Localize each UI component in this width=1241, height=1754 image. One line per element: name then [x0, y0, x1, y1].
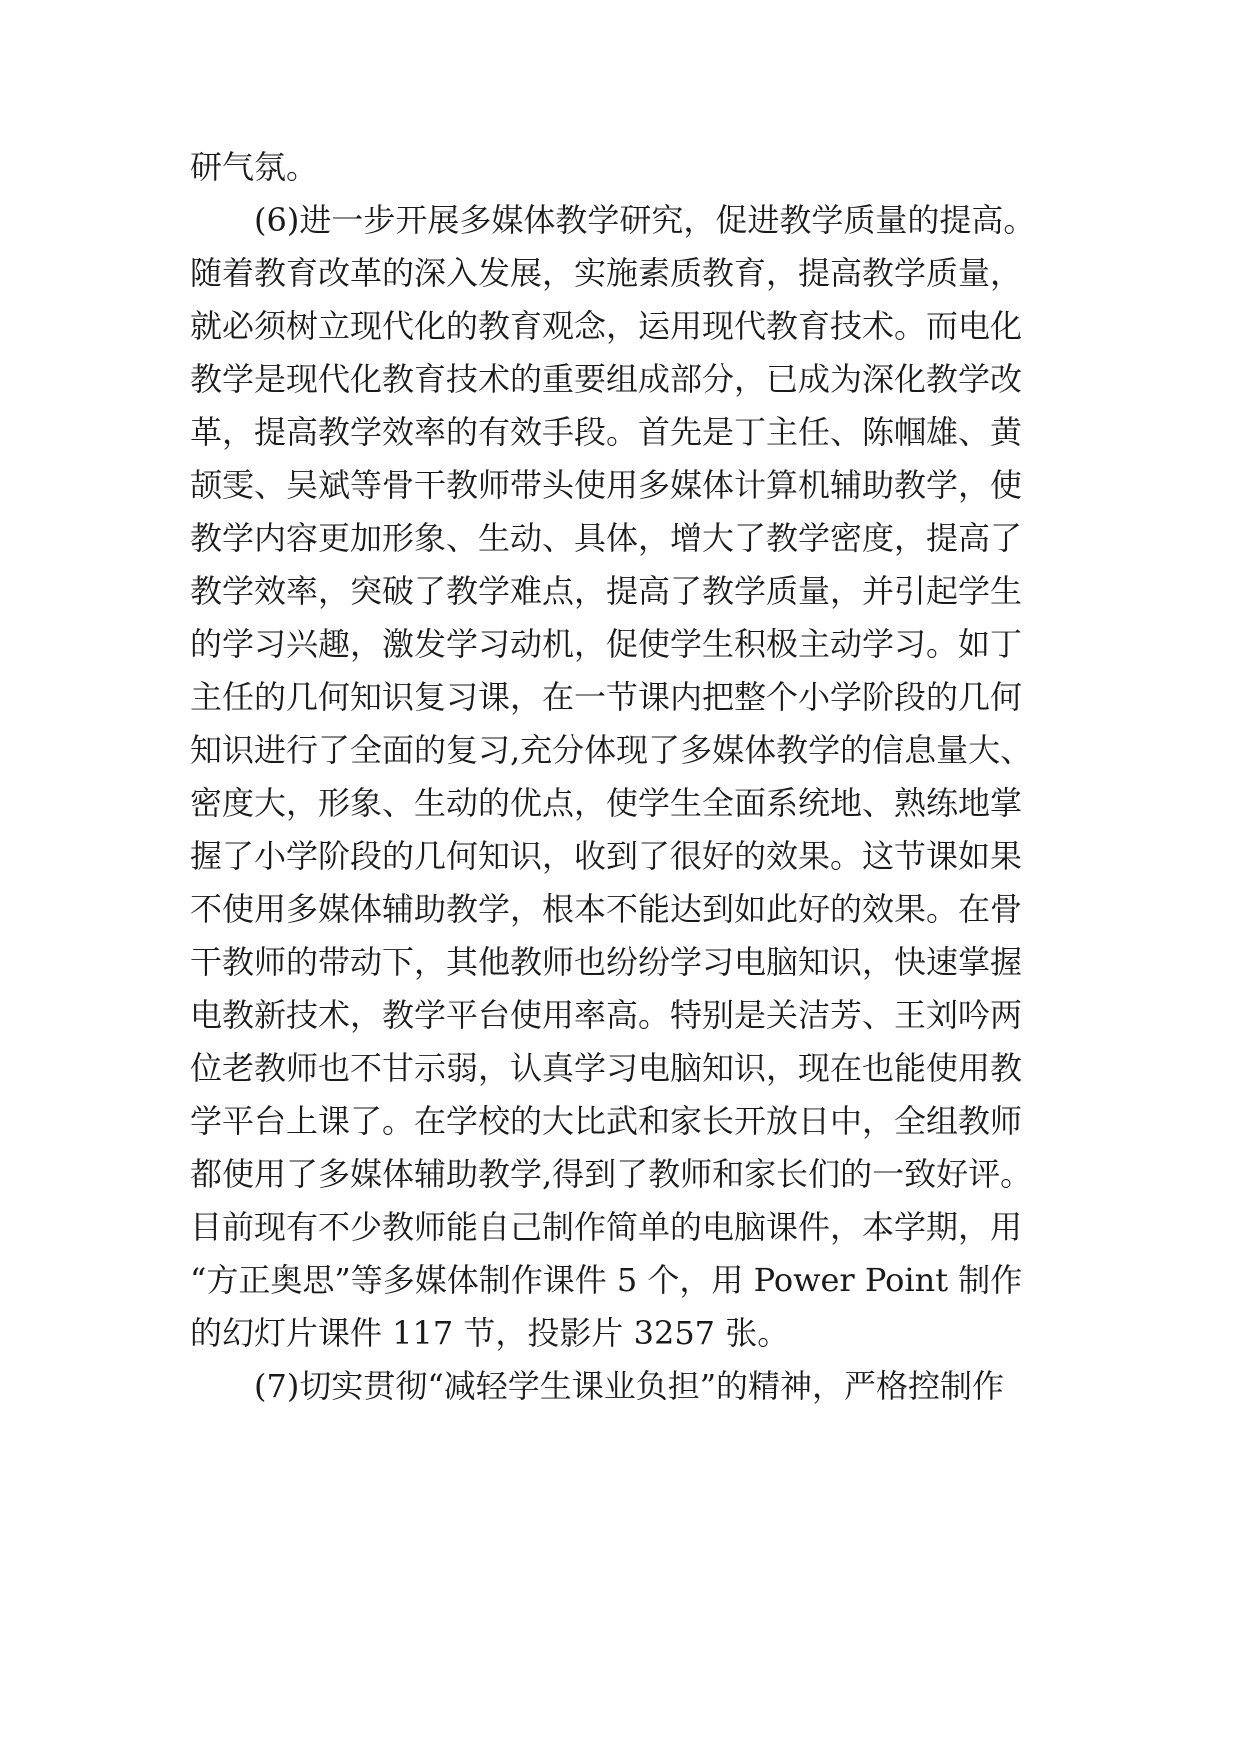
text-line: 知识进行了全面的复习,充分体现了多媒体教学的信息量大、	[190, 731, 1033, 769]
text-line: 位老教师也不甘示弱，认真学习电脑知识，现在也能使用教	[190, 1049, 1023, 1087]
text-line: 目前现有不少教师能自己制作简单的电脑课件，本学期，用	[190, 1208, 1023, 1246]
paragraph-6-heading-line: (6)进一步开展多媒体教学研究，促进教学质量的提高。	[254, 201, 1036, 239]
text-line: 学平台上课了。在学校的大比武和家长开放日中，全组教师	[190, 1102, 1023, 1140]
text-line: 就必须树立现代化的教育观念，运用现代教育技术。而电化	[190, 307, 1023, 345]
text-line: 教学效率，突破了教学难点，提高了教学质量，并引起学生	[190, 572, 1023, 610]
text-line: 革，提高教学效率的有效手段。首先是丁主任、陈帼雄、黄	[190, 413, 1023, 451]
text-line: 随着教育改革的深入发展，实施素质教育，提高教学质量，	[190, 254, 1023, 292]
text-line: 的幻灯片课件 117 节，投影片 3257 张。	[190, 1314, 790, 1352]
text-line: 教学内容更加形象、生动、具体，增大了教学密度，提高了	[190, 519, 1023, 557]
text-line: 主任的几何知识复习课，在一节课内把整个小学阶段的几何	[190, 678, 1023, 716]
text-line: 电教新技术，教学平台使用率高。特别是关洁芳、王刘吟两	[190, 996, 1023, 1034]
text-line: 都使用了多媒体辅助教学,得到了教师和家长们的一致好评。	[190, 1155, 1033, 1193]
text-line: 教学是现代化教育技术的重要组成部分，已成为深化教学改	[190, 360, 1023, 398]
paragraph-7-heading-line: (7)切实贯彻“减轻学生课业负担”的精神，严格控制作	[254, 1367, 1005, 1405]
text-line: 颉雯、吴斌等骨干教师带头使用多媒体计算机辅助教学，使	[190, 466, 1023, 504]
text-line: 握了小学阶段的几何知识，收到了很好的效果。这节课如果	[190, 837, 1023, 875]
text-line: 密度大，形象、生动的优点，使学生全面系统地、熟练地掌	[190, 784, 1023, 822]
text-line: “方正奥思”等多媒体制作课件 5 个，用 Power Point 制作	[190, 1261, 1023, 1299]
text-line: 的学习兴趣，激发学习动机，促使学生积极主动学习。如丁	[190, 625, 1023, 663]
text-line: 研气氛。	[190, 148, 319, 186]
text-line: 干教师的带动下，其他教师也纷纷学习电脑知识，快速掌握	[190, 943, 1023, 981]
text-line: 不使用多媒体辅助教学，根本不能达到如此好的效果。在骨	[190, 890, 1023, 928]
